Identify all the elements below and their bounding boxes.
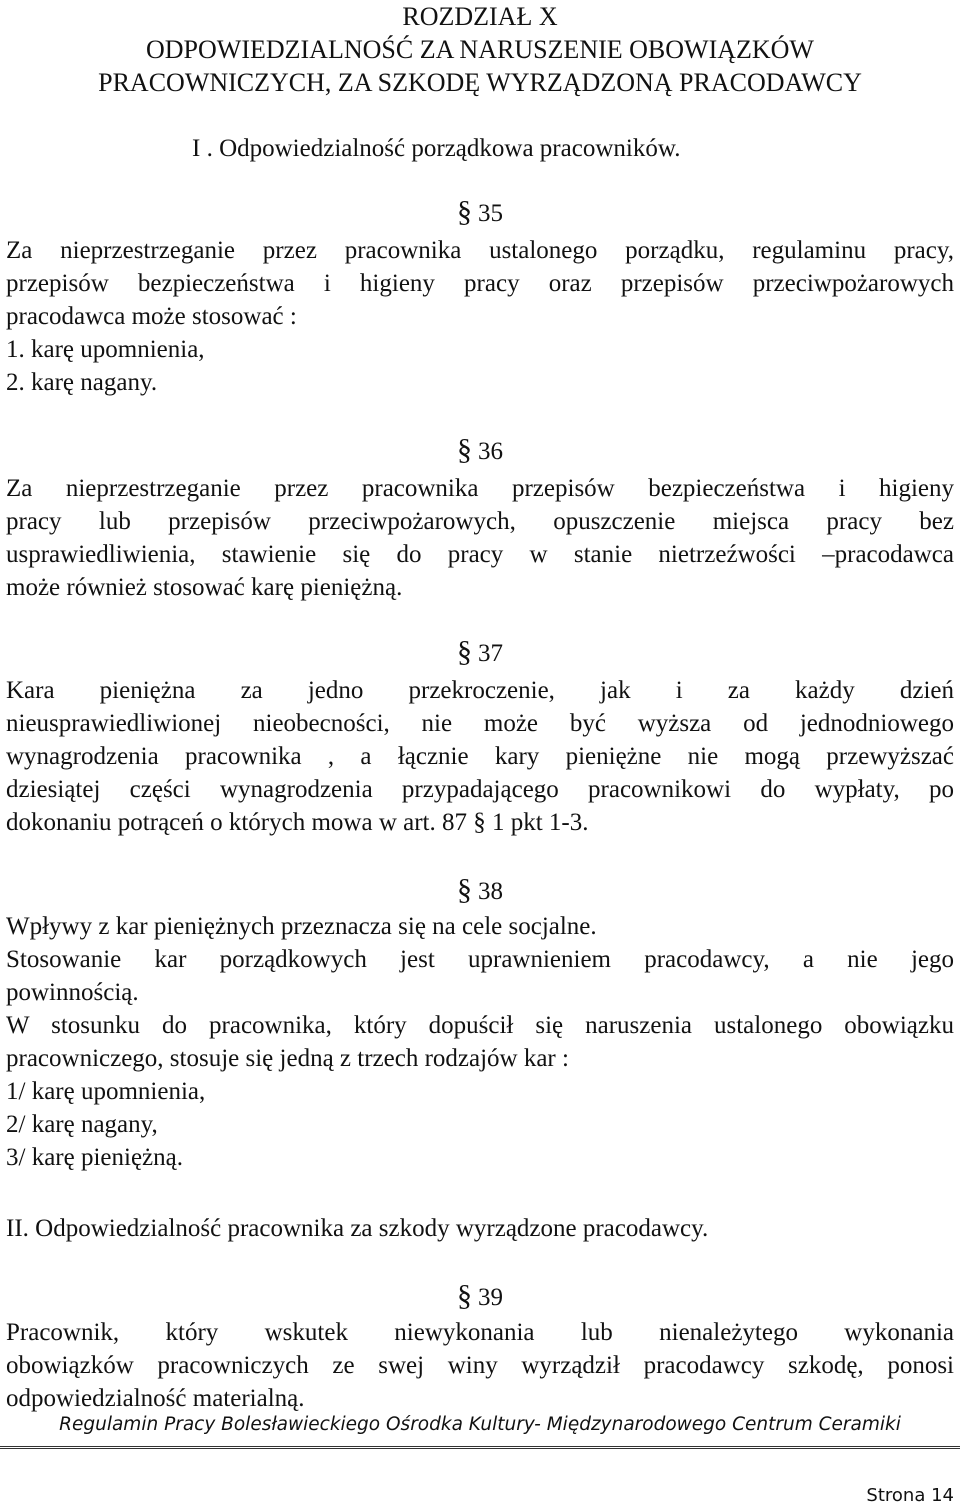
paragraph-number: 37	[478, 640, 503, 667]
paragraph-35-body	[0, 234, 960, 399]
text-line: przepisów bezpieczeństwa i higieny pracy oraz przepisów przeciwpożarowych	[6, 270, 954, 297]
text-line: Kara pieniężna za jedno przekroczenie, jak i za każdy dzień	[6, 677, 954, 704]
paragraph-37-body	[0, 674, 960, 839]
text-line: Za nieprzestrzeganie przez pracownika przepisów bezpieczeństwa i higieny	[6, 475, 954, 502]
text-line: pracodawca może stosować :	[6, 303, 297, 330]
list-item: 2/ karę nagany,	[6, 1111, 158, 1138]
chapter-title-line-2: PRACOWNICZYCH, ZA SZKODĘ WYRZĄDZONĄ PRACODAWCY	[98, 68, 862, 97]
paragraph-38-heading	[0, 874, 960, 908]
paragraph-number: 36	[478, 438, 503, 465]
paragraph-36-body	[0, 472, 960, 604]
list-item: 2. karę nagany.	[6, 369, 158, 396]
paragraph-36-heading	[0, 434, 960, 468]
text-line: może również stosować karę pieniężną.	[6, 574, 403, 601]
section-sign: §	[457, 433, 472, 466]
text-line: odpowiedzialność materialną.	[6, 1385, 305, 1412]
list-item: 3/ karę pieniężną.	[6, 1144, 183, 1171]
paragraph-39-heading	[0, 1280, 960, 1314]
paragraph-35-heading	[0, 196, 960, 230]
chapter-title-line-1: ODPOWIEDZIALNOŚĆ ZA NARUSZENIE OBOWIĄZKÓW	[146, 35, 814, 64]
text-line: pracowniczego, stosuje się jedną z trzech rodzajów kar :	[6, 1045, 569, 1072]
chapter-heading	[0, 0, 960, 99]
text-line: Wpływy z kar pieniężnych przeznacza się na cele socjalne.	[6, 913, 597, 940]
section-title-1: I . Odpowiedzialność porządkowa pracowników.	[192, 135, 681, 162]
section-sign: §	[457, 635, 472, 668]
section-title-2: II. Odpowiedzialność pracownika za szkody wyrządzone pracodawcy.	[6, 1215, 709, 1242]
paragraph-39-body	[0, 1316, 960, 1415]
text-line: dziesiątej części wynagrodzenia przypadającego pracownikowi do wypłaty, po	[6, 776, 954, 803]
chapter-number: ROZDZIAŁ X	[402, 2, 558, 31]
text-line: Pracownik, który wskutek niewykonania lub nienależytego wykonania	[6, 1319, 954, 1346]
paragraph-number: 39	[478, 1284, 503, 1311]
footer-title: Regulamin Pracy Bolesławieckiego Ośrodka Kultury- Międzynarodowego Centrum Ceramiki	[59, 1414, 901, 1435]
section-sign: §	[457, 195, 472, 228]
text-line: obowiązków pracowniczych ze swej winy wyrządził pracodawcy szkodę, ponosi	[6, 1352, 954, 1379]
text-line: dokonaniu potrąceń o których mowa w art. 87 § 1 pkt 1-3.	[6, 809, 589, 836]
list-item: 1/ karę upomnienia,	[6, 1078, 206, 1105]
paragraph-number: 35	[478, 200, 503, 227]
page-number: Strona 14	[866, 1485, 954, 1506]
text-line: Za nieprzestrzeganie przez pracownika ustalonego porządku, regulaminu pracy,	[6, 237, 954, 264]
text-line: nieusprawiedliwionej nieobecności, nie może być wyższa od jednodniowego	[6, 710, 954, 737]
section-sign: §	[457, 1279, 472, 1312]
text-line: wynagrodzenia pracownika , a łącznie kary pieniężne nie mogą przewyższać	[6, 743, 954, 770]
text-line: Stosowanie kar porządkowych jest uprawnieniem pracodawcy, a nie jego	[6, 946, 954, 973]
paragraph-38-body	[0, 910, 960, 1174]
paragraph-number: 38	[478, 878, 503, 905]
text-line: W stosunku do pracownika, który dopuścił się naruszenia ustalonego obowiązku	[6, 1012, 954, 1039]
section-sign: §	[457, 873, 472, 906]
footer-divider	[0, 1446, 960, 1449]
paragraph-37-heading	[0, 636, 960, 670]
text-line: usprawiedliwienia, stawienie się do pracy w stanie nietrzeźwości –pracodawca	[6, 541, 954, 568]
text-line: pracy lub przepisów przeciwpożarowych, opuszczenie miejsca pracy bez	[6, 508, 954, 535]
text-line: powinnością.	[6, 979, 139, 1006]
list-item: 1. karę upomnienia,	[6, 336, 205, 363]
